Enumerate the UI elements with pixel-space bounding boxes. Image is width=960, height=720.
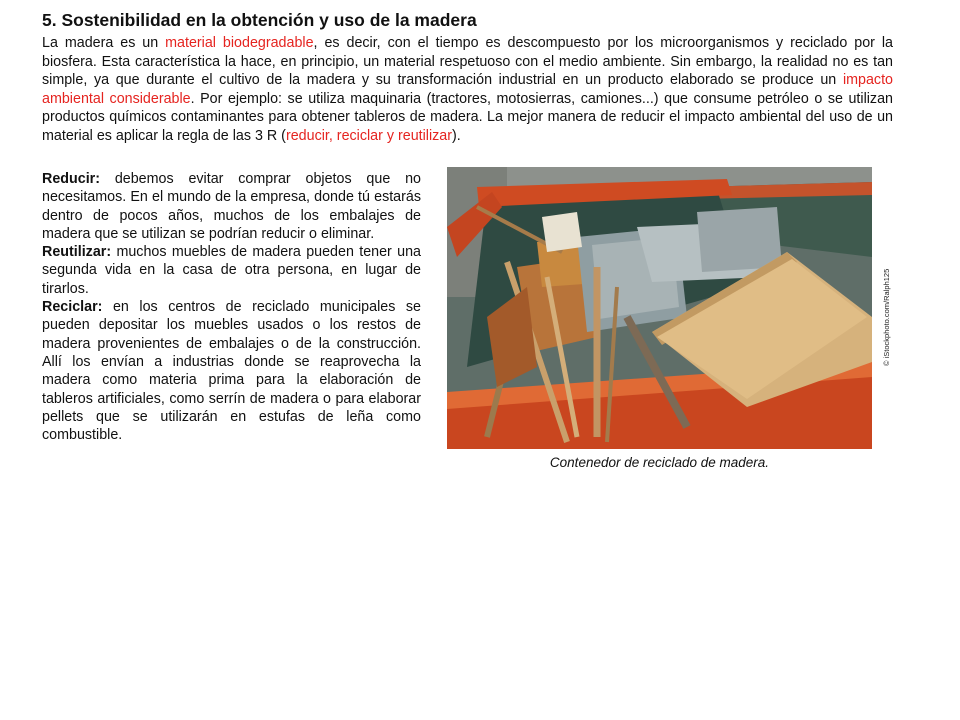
intro-text: . Por ejemplo: se utiliza maquinaria (tractores, motosierras, camiones...) que consume petróleo o se utilizan productos químicos contaminantes para obtener tableros de madera. La mejor manera de reducir el impacto ambiental del uso de un material es aplicar la regla de las 3 R ( (42, 90, 893, 144)
highlight-impact: impacto ambiental considerable (42, 72, 893, 107)
highlight-3r: reducir, reciclar y reutilizar (285, 127, 453, 144)
rule-term: Reciclar: (42, 299, 103, 316)
rule-text: en los centros de reciclado municipales se pueden depositar los muebles usados o los restos de madera provenientes de embalajes o de la construcción. Allí los envían a industrias donde se reaprovecha la madera como materia prima para la elaboración de tableros artificiales, como serrín de madera o para elaborar pellets que se utilizarán en estufas de leña como combustible. (42, 299, 421, 444)
photo-credit: © iStockphoto.com/Ralph125 (882, 268, 891, 366)
rule-reducir (42, 170, 421, 243)
intro-text: La madera es un (42, 35, 166, 51)
rule-reutilizar (42, 243, 421, 298)
intro-text: ). (452, 127, 461, 144)
rule-term: Reutilizar: (42, 244, 112, 261)
highlight-biodegradable: material biodegradable (165, 35, 314, 51)
rules-column (42, 170, 421, 444)
rule-reciclar (42, 298, 421, 444)
recycling-container-photo (447, 167, 872, 449)
section-heading: 5. Sostenibilidad en la obtención y uso de la madera (42, 10, 477, 30)
intro-text: , es decir, con el tiempo es descompuesto por los microorganismos y reciclado por la biosfera. Esta característica la hace, en principio, un material respetuoso con el medio ambiente. Sin embargo, la realidad no es tan simple, ya que durante el cultivo de la madera y su transformación industrial en un producto elaborado se produce un (42, 35, 893, 89)
intro-paragraph (42, 34, 893, 146)
rule-term: Reducir: (42, 171, 100, 187)
container-illustration (447, 167, 872, 449)
photo-caption: Contenedor de reciclado de madera. (549, 455, 770, 470)
rule-text: muchos muebles de madera pueden tener una segunda vida en la casa de otra persona, en lugar de tirarlos. (42, 244, 421, 297)
rule-text: debemos evitar comprar objetos que no necesitamos. En el mundo de la empresa, donde tú estarás dentro de pocos años, muchos de los embalajes de madera que se utilizan se podrían reducir o eliminar. (42, 171, 421, 242)
